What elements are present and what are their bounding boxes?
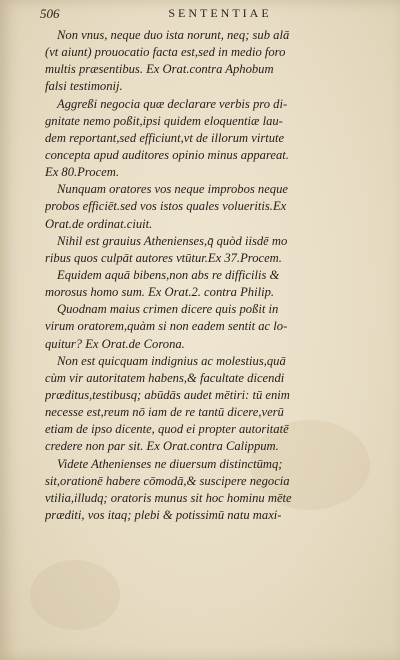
text-line: Non est quicquam indignius ac molestius,quā [57,353,286,368]
page-header [40,6,370,26]
text-line: præditi, vos itaq; plebi & potissimū natu maxi- [45,507,282,522]
text-line: Ex 80.Procem. [45,165,120,180]
body-text [45,27,375,524]
text-line: credere non par sit. Ex Orat.contra Calippum. [45,439,279,454]
text-line: probos efficiēt.sed vos istos quales volueritis.Ex [45,199,287,214]
text-line: Videte Athenienses ne diuersum distinctūmq; [57,456,283,471]
text-line: morosus homo sum. Ex Orat.2. contra Philip. [45,285,275,300]
text-line: ribus quos culpāt autores vtūtur.Ex 37.Procem. [45,250,282,265]
text-line: virum oratorem,quàm si non eadem sentit ac lo- [45,319,288,334]
text-line: dem reportant,sed efficiunt,vt de illorum virtute [45,130,285,145]
text-line: sit,orationē habere cōmodā,& suscipere negocia [45,473,290,488]
text-line: præditus,testibusq; abūdās audet mētiri: tū enim [45,387,290,402]
text-line: cùm vir autoritatem habens,& facultate dicendi [45,370,285,385]
text-line: Orat.de ordinat.ciuit. [45,216,153,231]
text-line: quitur? Ex Orat.de Corona. [45,336,185,351]
paper-stain [30,560,120,630]
text-line: Nunquam oratores vos neque improbos neque [57,182,288,197]
text-line: Non vnus, neque duo ista norunt, neq; sub alā [57,28,290,42]
text-line: etiam de ipso dicente, quod ei propter autoritatē [45,422,289,437]
page-number: 506 [40,6,60,21]
text-line: concepta apud auditores opinio minus appareat. [45,147,289,162]
text-line: Nihil est grauius Athenienses,q̄ quòd iisdē mo [57,233,288,248]
text-line: gnitate nemo poßit,ipsi quidem eloquentiæ lau- [45,113,283,128]
text-line: Quodnam maius crimen dicere quis poßit in [57,302,279,317]
text-line: Aggreßi negocia quæ declarare verbis pro di- [57,96,288,111]
text-line: (vt aiunt) prouocatio facta est,sed in medio foro [45,45,286,60]
running-title: SENTENTIAE [168,6,272,20]
text-line: Equidem aquā bibens,non abs re difficilis & [57,267,280,282]
text-line: multis præsentibus. Ex Orat.contra Aphobum [45,62,274,77]
text-line: necesse est,reum nō iam de re tantū dicere,verū [45,405,284,420]
text-line: falsi testimonij. [45,79,123,94]
text-line: vtilia,illudq; oratoris munus sit hoc hominu mēte [45,490,292,505]
